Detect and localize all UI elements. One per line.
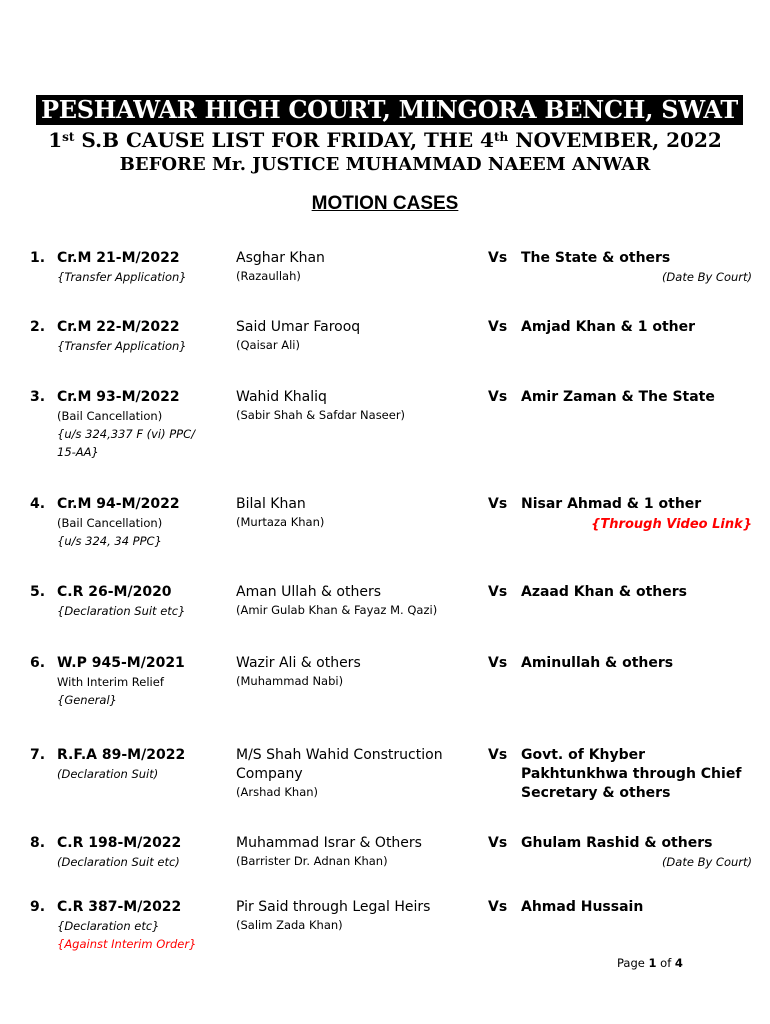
counsel: (Barrister Dr. Adnan Khan) xyxy=(236,854,388,868)
list-mid-sup: th xyxy=(493,130,509,144)
category-line: With Interim Relief xyxy=(57,675,164,689)
petitioner xyxy=(236,654,476,690)
case-number: 1. xyxy=(30,250,46,266)
petitioner-name: Bilal Khan xyxy=(236,496,306,512)
case-number: 5. xyxy=(30,584,46,600)
list-prefix: 1 xyxy=(48,128,63,152)
petitioner xyxy=(236,388,476,424)
respondent: Amir Zaman & The State xyxy=(521,389,715,405)
petitioner-name: Wahid Khaliq xyxy=(236,389,327,405)
case-number: 7. xyxy=(30,747,46,763)
category-line: (Declaration Suit etc) xyxy=(57,855,180,869)
petitioner-name: Asghar Khan xyxy=(236,250,325,266)
case-no: Cr.M 21-M/2022 xyxy=(57,250,180,266)
page-number: 1 xyxy=(648,956,657,970)
category-line: {u/s 324, 34 PPC} xyxy=(57,534,162,548)
case-category xyxy=(57,268,227,286)
of-word: of xyxy=(656,956,675,970)
category-line: {Transfer Application} xyxy=(57,270,187,284)
versus: Vs xyxy=(488,250,508,266)
counsel: (Razaullah) xyxy=(236,269,301,283)
section-title: MOTION CASES xyxy=(311,193,459,214)
case-no: C.R 26-M/2020 xyxy=(57,584,172,600)
case-no: R.F.A 89-M/2022 xyxy=(57,747,186,763)
category-line: {u/s 324,337 F (vi) PPC/ xyxy=(57,427,196,441)
video-link-note: {Through Video Link} xyxy=(591,517,752,532)
versus: Vs xyxy=(488,835,508,851)
case-category xyxy=(57,337,227,355)
page-total: 4 xyxy=(674,956,683,970)
versus: Vs xyxy=(488,319,508,335)
counsel: (Muhammad Nabi) xyxy=(236,674,344,688)
counsel: (Amir Gulab Khan & Fayaz M. Qazi) xyxy=(236,603,438,617)
versus: Vs xyxy=(488,747,508,763)
versus: Vs xyxy=(488,389,508,405)
respondent: Azaad Khan & others xyxy=(521,584,687,600)
versus: Vs xyxy=(488,584,508,600)
list-mid: S.B CAUSE LIST FOR FRIDAY, THE 4 xyxy=(74,128,494,152)
petitioner-name: Wazir Ali & others xyxy=(236,655,361,671)
page-indicator xyxy=(617,956,683,970)
category-line: {Declaration Suit etc} xyxy=(57,604,186,618)
case-no: W.P 945-M/2021 xyxy=(57,655,185,671)
category-line: {General} xyxy=(57,693,117,707)
case-number: 8. xyxy=(30,835,46,851)
petitioner xyxy=(236,898,476,934)
case-no: Cr.M 93-M/2022 xyxy=(57,389,180,405)
petitioner-name: M/S Shah Wahid Construction Company xyxy=(236,747,443,782)
case-no: Cr.M 94-M/2022 xyxy=(57,496,180,512)
petitioner-name: Said Umar Farooq xyxy=(236,319,361,335)
petitioner xyxy=(236,834,476,870)
versus: Vs xyxy=(488,496,508,512)
list-prefix-sup: st xyxy=(62,130,75,144)
case-no: C.R 387-M/2022 xyxy=(57,899,182,915)
case-number: 2. xyxy=(30,319,46,335)
case-number: 4. xyxy=(30,496,46,512)
page-word: Page xyxy=(617,956,649,970)
case-category xyxy=(57,765,227,783)
cause-list-title xyxy=(0,127,770,153)
counsel: (Sabir Shah & Safdar Naseer) xyxy=(236,408,406,422)
category-line: 15-AA} xyxy=(57,445,99,459)
case-note: (Date By Court) xyxy=(661,270,752,284)
versus: Vs xyxy=(488,655,508,671)
category-line: (Bail Cancellation) xyxy=(57,516,163,530)
case-category xyxy=(57,673,227,709)
respondent: The State & others xyxy=(521,250,671,266)
bench-judge: BEFORE Mr. JUSTICE MUHAMMAD NAEEM ANWAR xyxy=(119,154,651,175)
counsel: (Murtaza Khan) xyxy=(236,515,325,529)
counsel: (Qaisar Ali) xyxy=(236,338,300,352)
respondent: Amjad Khan & 1 other xyxy=(521,319,696,335)
respondent: Govt. of Khyber Pakhtunkhwa through Chief Secretary & others xyxy=(521,747,742,801)
case-category xyxy=(57,602,227,620)
petitioner-name: Muhammad Israr & Others xyxy=(236,835,422,851)
interim-order-note: {Against Interim Order} xyxy=(57,937,197,951)
counsel: (Arshad Khan) xyxy=(236,785,319,799)
list-suffix: NOVEMBER, 2022 xyxy=(508,128,722,152)
respondent: Ghulam Rashid & others xyxy=(521,835,713,851)
court-title: PESHAWAR HIGH COURT, MINGORA BENCH, SWAT xyxy=(36,95,743,125)
category-line: (Declaration Suit) xyxy=(57,767,159,781)
case-number: 6. xyxy=(30,655,46,671)
respondent: Aminullah & others xyxy=(521,655,674,671)
respondent: Ahmad Hussain xyxy=(521,899,644,915)
case-number: 9. xyxy=(30,899,46,915)
petitioner xyxy=(236,583,476,619)
petitioner-name: Pir Said through Legal Heirs xyxy=(236,899,431,915)
case-category xyxy=(57,514,227,550)
petitioner xyxy=(236,746,468,801)
case-note: (Date By Court) xyxy=(661,855,752,869)
counsel: (Salim Zada Khan) xyxy=(236,918,343,932)
category-line: (Bail Cancellation) xyxy=(57,409,163,423)
petitioner xyxy=(236,318,476,354)
case-category xyxy=(57,853,227,871)
category-line: {Declaration etc} xyxy=(57,919,160,933)
respondent: Nisar Ahmad & 1 other xyxy=(521,496,702,512)
case-no: Cr.M 22-M/2022 xyxy=(57,319,180,335)
category-line: {Transfer Application} xyxy=(57,339,187,353)
case-no: C.R 198-M/2022 xyxy=(57,835,182,851)
versus: Vs xyxy=(488,899,508,915)
petitioner-name: Aman Ullah & others xyxy=(236,584,382,600)
case-number: 3. xyxy=(30,389,46,405)
case-category xyxy=(57,407,227,461)
case-category xyxy=(57,917,227,953)
petitioner xyxy=(236,495,476,531)
petitioner xyxy=(236,249,476,285)
